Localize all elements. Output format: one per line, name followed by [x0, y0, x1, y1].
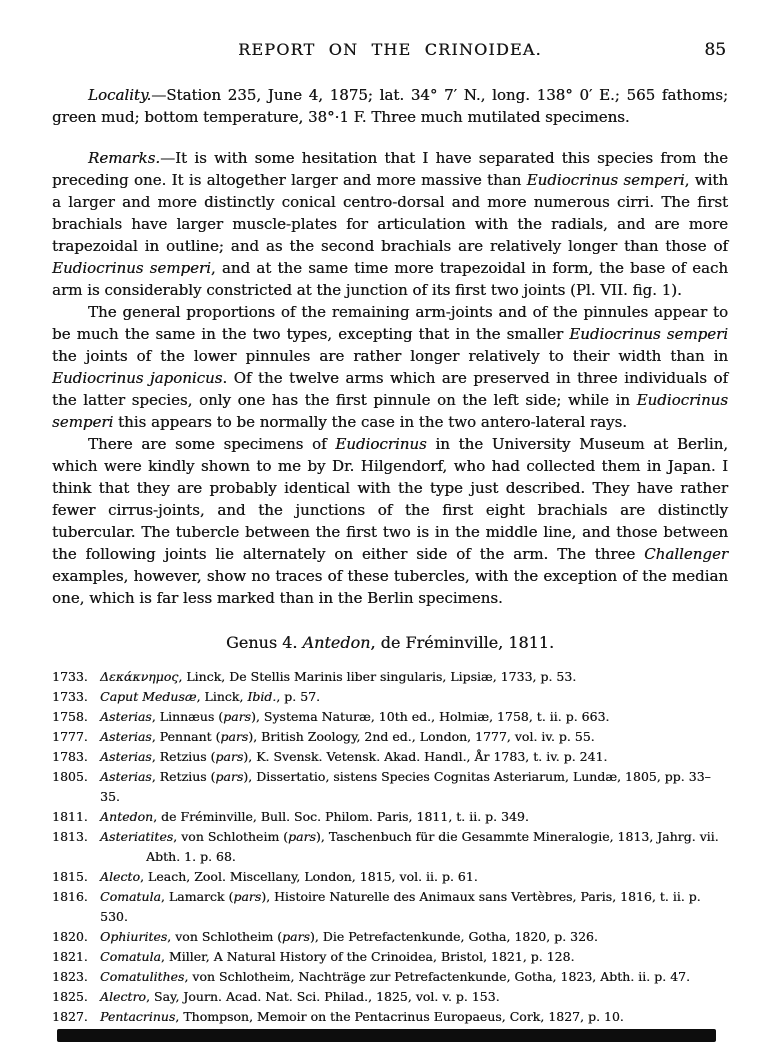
text-segment: the joints of the lower pinnules are rather longer relatively to their width than in [52, 347, 728, 365]
text-segment: in the University Museum at Berlin, which were kindly shown to me by Dr. Hilgendorf, who had collected them in Japan. I think that they are probably identical with the type just described. They have rather fewer cirrus-joints, and the junctions of the first eight brachials are distinctly tubercular. The tubercle between the first two is in the middle line, and those between the following joints lie alternately on either side of the arm. The three [52, 435, 729, 563]
text-segment: Eudiocrinus japonicus [52, 369, 223, 387]
remarks-section [52, 147, 728, 609]
entry-text [100, 749, 607, 764]
text-segment: Pentacrinus [100, 1009, 176, 1024]
text-segment: , von Schlotheim, Nachträge zur Petrefactenkunde, Gotha, 1823, Abth. ii. p. 47. [184, 969, 690, 984]
text-segment: ), Die Petrefactenkunde, Gotha, 1820, p. 326. [309, 929, 598, 944]
page-number: 85 [704, 40, 726, 60]
text-segment: , Lamarck ( [160, 889, 234, 904]
entry-year: 1820. [52, 929, 88, 944]
text-segment: . Of the twelve arms which are preserved in three individuals of the latter species, only one has the first pinnule on the left side; while in [52, 369, 728, 409]
entry-year: 1811. [52, 809, 88, 824]
text-segment: Ibid. [247, 689, 277, 704]
text-segment: Eudiocrinus semperi [52, 259, 211, 277]
text-segment: , Leach, Zool. Miscellany, London, 1815, vol. ii. p. 61. [139, 869, 478, 884]
synonymy-entry [52, 827, 728, 867]
text-segment: , Retzius ( [151, 749, 216, 764]
text-segment: Asterias [100, 709, 152, 724]
entry-text [100, 729, 595, 744]
paragraph-locality [52, 84, 728, 128]
text-segment: pars [288, 829, 316, 844]
text-segment: There are some specimens of [88, 435, 336, 453]
text-segment: , Linck, [196, 689, 248, 704]
text-segment: Asterias [100, 769, 152, 784]
text-segment: Asterias [100, 749, 152, 764]
scan-artifact-bar [57, 1029, 716, 1042]
text-segment: , p. 57. [276, 689, 321, 704]
text-segment: , de Fréminville, Bull. Soc. Philom. Paris, 1811, t. ii. p. 349. [153, 809, 529, 824]
entry-year: 1777. [52, 729, 88, 744]
entry-text [100, 1009, 624, 1024]
text-segment: Eudiocrinus semperi [526, 171, 685, 189]
synonymy-entry [52, 807, 728, 827]
text-segment: , Linck, De Stellis Marinis liber singularis, Lipsiæ, 1733, p. 53. [178, 669, 577, 684]
synonymy-entry [52, 747, 728, 767]
synonymy-entry [52, 767, 728, 807]
text-segment: —Station 235, June 4, 1875; lat. 34° 7′ N., long. 138° 0′ E.; 565 fathoms; green mud; bottom temperature, 38°·1 F. Three much mutilated specimens. [52, 86, 728, 126]
entry-year: 1815. [52, 869, 88, 884]
text-segment: Antedon [302, 633, 371, 652]
synonymy-entry [52, 887, 728, 927]
text-segment: Asteriatites [100, 829, 174, 844]
text-segment: ), Histoire Naturelle des Animaux sans Vertèbres, Paris, 1816, t. ii. p. 530. [100, 889, 701, 924]
text-segment: Δεκάκνημος [100, 669, 179, 684]
text-segment: ), K. Svensk. Vetensk. Akad. Handl., År 1783, t. iv. p. 241. [243, 749, 608, 764]
text-segment: Challenger [644, 545, 728, 563]
text-segment: , Miller, A Natural History of the Crinoidea, Bristol, 1821, p. 128. [160, 949, 575, 964]
text-segment: pars [282, 929, 310, 944]
entry-text [100, 889, 701, 924]
synonymy-entry [52, 967, 728, 987]
text-segment: Asterias [100, 729, 152, 744]
entry-text [100, 969, 690, 984]
entry-year: 1758. [52, 709, 88, 724]
entry-year: 1783. [52, 749, 88, 764]
text-segment: Remarks. [88, 149, 161, 167]
text-segment: , von Schlotheim ( [173, 829, 289, 844]
text-segment: , Linnæus ( [151, 709, 224, 724]
entry-text [100, 929, 598, 944]
synonymy-entry [52, 727, 728, 747]
entry-year: 1825. [52, 989, 88, 1004]
text-segment: pars [223, 709, 251, 724]
entry-year: 1813. [52, 829, 88, 844]
synonymy-entry [52, 947, 728, 967]
text-segment: , Retzius ( [151, 769, 216, 784]
text-segment: pars [215, 749, 244, 764]
synonymy-entry [52, 707, 728, 727]
page-header [52, 40, 728, 64]
genus-heading [52, 633, 728, 652]
text-segment: The general proportions of the remaining arm-joints and of the pinnules appear to be much the same in the two types, excepting that in the smaller [52, 303, 728, 343]
entry-text [100, 809, 529, 824]
entry-text [100, 989, 500, 1004]
text-segment: Eudiocrinus [335, 435, 427, 453]
text-segment: this appears to be normally the case in the two antero-lateral rays. [113, 413, 627, 431]
synonymy-entry [52, 1007, 728, 1027]
text-segment: , with a larger and more distinctly conical centro-dorsal and more numerous cirri. The first brachials have larger muscle-plates for articulation with the radials, and are more trapezoidal in outline; and as the second brachials are relatively longer than those of [52, 171, 728, 255]
text-segment: pars [233, 889, 262, 904]
page-header-title: REPORT ON THE CRINOIDEA. [238, 40, 542, 59]
entry-year: 1821. [52, 949, 88, 964]
paragraph-remarks-2 [52, 301, 728, 433]
synonymy-entry [52, 927, 728, 947]
paragraph-remarks-3 [52, 433, 728, 609]
text-segment: Alecto [100, 869, 140, 884]
text-segment: , de Fréminville, 1811. [370, 633, 555, 652]
text-segment: Alectro [100, 989, 146, 1004]
entry-text [100, 709, 609, 724]
text-segment: ), Systema Naturæ, 10th ed., Holmiæ, 1758, t. ii. p. 663. [250, 709, 610, 724]
text-segment: , Thompson, Memoir on the Pentacrinus Europaeus, Cork, 1827, p. 10. [175, 1009, 624, 1024]
text-segment: , von Schlotheim ( [167, 929, 283, 944]
entry-year: 1733. [52, 669, 88, 684]
entry-text [100, 669, 576, 684]
text-segment: Comatula [100, 949, 161, 964]
text-segment: Eudiocrinus semperi [569, 325, 728, 343]
entry-year: 1827. [52, 1009, 88, 1024]
synonymy-entry [52, 867, 728, 887]
text-segment: Comatulithes [100, 969, 185, 984]
text-segment: Genus 4. [225, 633, 303, 652]
entry-year: 1823. [52, 969, 88, 984]
entry-text [100, 829, 719, 844]
text-segment: pars [215, 769, 244, 784]
synonymy-entry [52, 987, 728, 1007]
text-segment: ), Taschenbuch für die Gesammte Mineralogie, 1813, Jahrg. vii. [315, 829, 719, 844]
text-segment: Antedon [100, 809, 154, 824]
entry-text [100, 689, 320, 704]
synonymy-entry [52, 667, 728, 687]
text-segment: , Pennant ( [151, 729, 221, 744]
text-segment: examples, however, show no traces of these tubercles, with the exception of the median one, which is far less marked than in the Berlin specimens. [52, 567, 728, 607]
entry-year: 1816. [52, 889, 88, 904]
text-segment: —It is with some hesitation that I have separated this species from the preceding one. It is altogether larger and more massive than [52, 149, 728, 189]
entry-continuation: Abth. 1. p. 68. [146, 849, 236, 864]
text-segment: pars [220, 729, 249, 744]
entry-year: 1733. [52, 689, 88, 704]
text-segment: Ophiurites [100, 929, 168, 944]
entry-text [100, 869, 478, 884]
text-segment: ), Dissertatio, sistens Species Cognitas Asteriarum, Lundæ, 1805, pp. 33–35. [100, 769, 711, 804]
text-segment: Comatula [100, 889, 161, 904]
text-segment: Caput Medusæ [100, 689, 197, 704]
entry-text [100, 949, 574, 964]
text-segment: , Say, Journ. Acad. Nat. Sci. Philad., 1825, vol. v. p. 153. [145, 989, 500, 1004]
synonymy-entry [52, 687, 728, 707]
entry-year: 1805. [52, 769, 88, 784]
synonymy-list [52, 667, 728, 1027]
text-segment: ), British Zoology, 2nd ed., London, 1777, vol. iv. p. 55. [248, 729, 595, 744]
text-segment: , and at the same time more trapezoidal in form, the base of each arm is considerably constricted at the junction of its first two joints (Pl. VII. fig. 1). [52, 259, 728, 299]
text-segment: Eudiocrinus semperi [52, 391, 728, 431]
paragraph-remarks-1 [52, 147, 728, 301]
entry-text [100, 769, 711, 804]
text-segment: Locality. [88, 86, 152, 104]
